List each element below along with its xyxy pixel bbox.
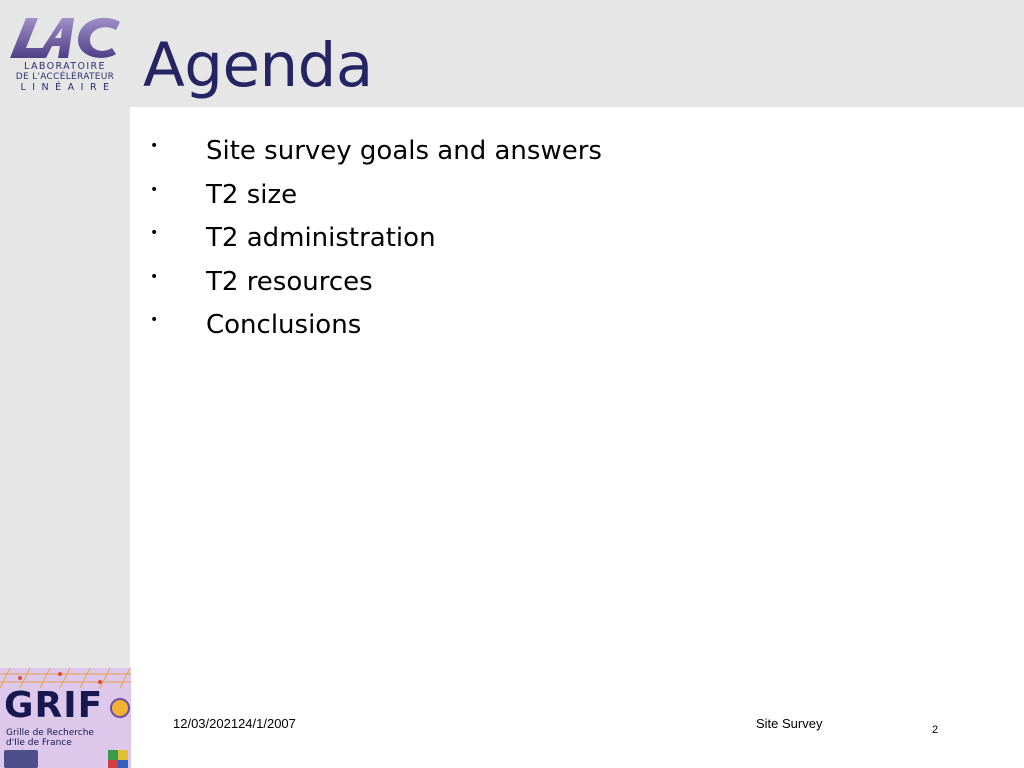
bullet-icon: •	[150, 268, 159, 285]
lal-logo-line-3: LINÉAIRE	[20, 82, 116, 93]
footer-title: Site Survey	[756, 716, 823, 731]
grif-subtitle-line-1: Grille de Recherche	[6, 728, 94, 738]
agenda-item-text: T2 resources	[206, 266, 373, 297]
agenda-item-text: Site survey goals and answers	[206, 136, 602, 166]
agenda-item-text: T2 administration	[206, 223, 436, 253]
slide-title: Agenda	[143, 30, 373, 101]
grif-partner-logo	[4, 750, 38, 768]
bullet-icon: •	[150, 225, 159, 241]
page-number: 2	[932, 724, 939, 736]
grif-subtitle-line-2: d'Ile de France	[6, 738, 72, 748]
lal-logo-mark	[8, 14, 124, 62]
bullet-icon: •	[150, 312, 159, 328]
grif-wordmark: GRIF	[4, 685, 104, 726]
lal-logo-line-2: DE L'ACCÉLÉRATEUR	[15, 72, 115, 82]
agenda-item-text: T2 size	[206, 179, 298, 210]
footer-date: 12/03/202124/1/2007	[173, 716, 296, 731]
bullet-icon: •	[150, 138, 159, 154]
agenda-item-text: Conclusions	[206, 310, 362, 340]
grif-logo	[0, 668, 131, 768]
bullet-icon: •	[150, 181, 159, 198]
lal-logo	[6, 14, 124, 96]
lal-logo-line-1: LABORATOIRE	[24, 61, 106, 72]
